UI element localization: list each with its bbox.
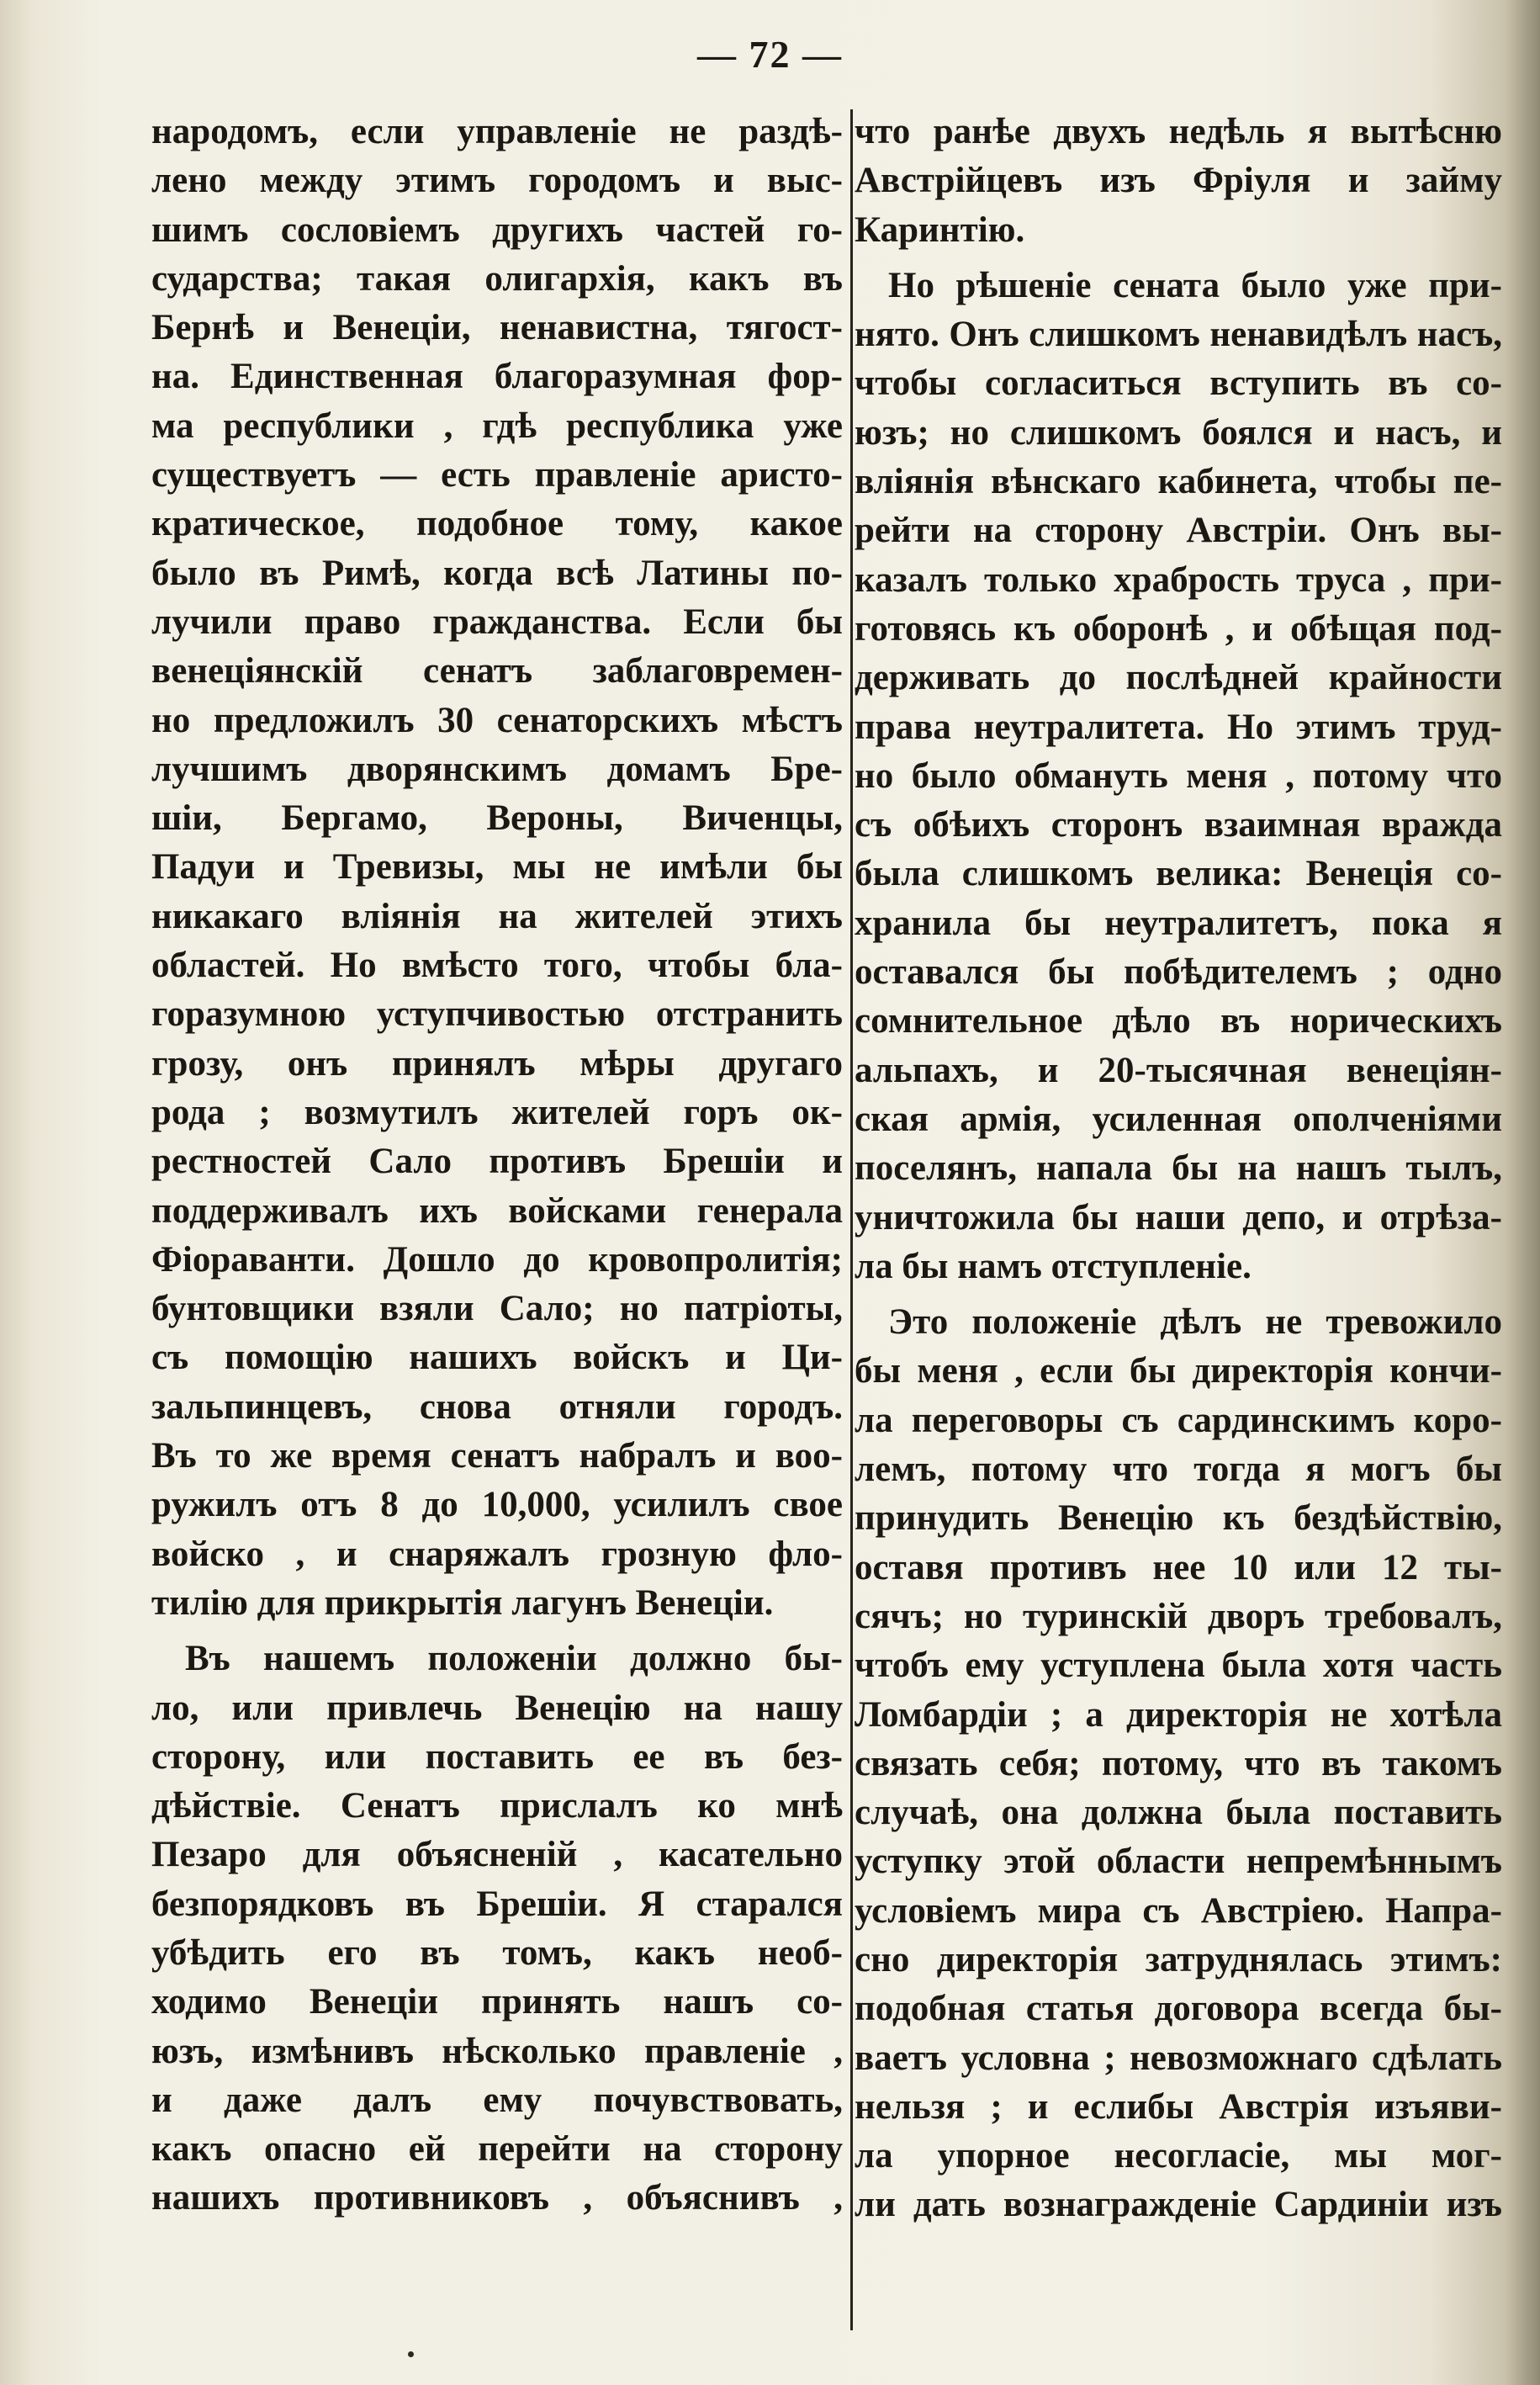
left-column bbox=[151, 108, 843, 2223]
text-line: бунтовщики взяли Сало; но патріоты, bbox=[151, 1289, 843, 1329]
text-line: грозу, онъ принялъ мѣры другаго bbox=[151, 1043, 843, 1084]
text-line: ла переговоры съ сардинскимъ коро- bbox=[855, 1400, 1502, 1440]
text-line: Пезаро для объясненій , касательно bbox=[151, 1835, 843, 1875]
paragraph bbox=[855, 108, 1502, 255]
text-line: ло, или привлечь Венецію на нашу bbox=[151, 1688, 843, 1728]
paragraph-gap bbox=[855, 1291, 1502, 1298]
column-divider bbox=[850, 109, 853, 2330]
text-line: связать себя; потому, что въ такомъ bbox=[855, 1743, 1502, 1783]
text-line: было въ Римѣ, когда всѣ Латины по- bbox=[151, 553, 843, 593]
text-line: кратическое, подобное тому, какое bbox=[151, 504, 843, 544]
page-number: — 72 — bbox=[697, 33, 843, 76]
text-line: права неутралитета. Но этимъ труд- bbox=[855, 707, 1502, 747]
text-line: но предложилъ 30 сенаторскихъ мѣстъ bbox=[151, 700, 843, 740]
text-line: зальпинцевъ, снова отняли городъ. bbox=[151, 1386, 843, 1427]
text-line: тилію для прикрытія лагунъ Венеціи. bbox=[151, 1582, 774, 1623]
text-line: сячъ; но туринскій дворъ требовалъ, bbox=[855, 1596, 1502, 1636]
text-line: ружилъ отъ 8 до 10,000, усилилъ свое bbox=[151, 1485, 843, 1525]
text-line: ма республики , гдѣ республика уже bbox=[151, 405, 843, 446]
text-line: ваетъ условна ; невозможнаго сдѣлать bbox=[855, 2038, 1502, 2078]
text-line: съ помощію нашихъ войскъ и Ци- bbox=[151, 1338, 843, 1378]
text-line: Ломбардіи ; а директорія не хотѣла bbox=[855, 1694, 1502, 1735]
text-line: подобная статья договора всегда бы- bbox=[855, 1989, 1502, 2029]
text-line: убѣдить его въ томъ, какъ необ- bbox=[151, 1932, 843, 1973]
text-line: юзъ; но слишкомъ боялся и насъ, и bbox=[855, 412, 1502, 453]
text-line: ходимо Венеціи принять нашъ со- bbox=[151, 1982, 843, 2022]
text-line: случаѣ, она должна была поставить bbox=[855, 1793, 1502, 1833]
text-line: Бернѣ и Венеціи, ненавистна, тягост- bbox=[151, 308, 843, 348]
text-line: лучшимъ дворянскимъ домамъ Бре- bbox=[151, 749, 843, 789]
text-line: поселянъ, напала бы на нашъ тылъ, bbox=[855, 1148, 1502, 1189]
text-line: бы меня , если бы директорія кончи- bbox=[855, 1351, 1502, 1391]
text-line: Каринтію. bbox=[855, 209, 1025, 250]
text-line: оставался бы побѣдителемъ ; одно bbox=[855, 952, 1502, 993]
text-line: ли дать вознагражденіе Сардиніи изъ bbox=[855, 2185, 1502, 2225]
text-line: на. Единственная благоразумная фор- bbox=[151, 357, 843, 397]
text-line: уничтожила бы наши депо, и отрѣза- bbox=[855, 1197, 1502, 1238]
text-line: сударства; такая олигархія, какъ въ bbox=[151, 258, 843, 299]
text-line: нельзя ; и еслибы Австрія изъяви- bbox=[855, 2086, 1502, 2127]
text-line: была слишкомъ велика: Венеція со- bbox=[855, 854, 1502, 894]
text-line: никакаго вліянія на жителей этихъ bbox=[151, 896, 843, 936]
text-line: чтобы согласиться вступить въ со- bbox=[855, 363, 1502, 404]
text-line: и даже далъ ему почувствовать, bbox=[151, 2080, 843, 2120]
paragraph bbox=[151, 1635, 843, 2223]
text-line: готовясь къ оборонѣ , и обѣщая под- bbox=[855, 608, 1502, 649]
text-line: оставя противъ нее 10 или 12 ты- bbox=[855, 1547, 1502, 1587]
text-line: уступку этой области непремѣннымъ bbox=[855, 1842, 1502, 1882]
text-line: но было обмануть меня , потому что bbox=[855, 755, 1502, 796]
paragraph bbox=[855, 262, 1502, 1291]
text-line: Австрійцевъ изъ Фріуля и займу bbox=[855, 161, 1502, 201]
paragraph-gap bbox=[151, 1628, 843, 1635]
text-line: существуетъ — есть правленіе аристо- bbox=[151, 455, 843, 496]
text-line: ла упорное несогласіе, мы мог- bbox=[855, 2136, 1502, 2176]
text-line: шимъ сословіемъ другихъ частей го- bbox=[151, 209, 843, 250]
text-line: что ранѣе двухъ недѣль я вытѣсню bbox=[855, 112, 1502, 151]
text-line: условіемъ мира съ Австріею. Напра- bbox=[855, 1890, 1502, 1931]
text-line: Это положеніе дѣлъ не тревожило bbox=[888, 1302, 1502, 1343]
text-line: съ обѣихъ сторонъ взаимная вражда bbox=[855, 805, 1502, 845]
text-line: вліянія вѣнскаго кабинета, чтобы пе- bbox=[855, 462, 1502, 502]
text-line: Но рѣшеніе сената было уже при- bbox=[888, 265, 1502, 305]
text-line: областей. Но вмѣсто того, чтобы бла- bbox=[151, 946, 843, 986]
text-line: лемъ, потому что тогда я могъ бы bbox=[855, 1450, 1502, 1490]
text-line: принудить Венецію къ бездѣйствію, bbox=[855, 1498, 1502, 1539]
paragraph bbox=[855, 1298, 1502, 2230]
text-line: Падуи и Тревизы, мы не имѣли бы bbox=[151, 847, 843, 888]
text-line: держивать до послѣдней крайности bbox=[855, 658, 1502, 698]
text-line: чтобъ ему уступлена была хотя часть bbox=[855, 1646, 1502, 1686]
text-line: венеціянскій сенатъ заблаговремен- bbox=[151, 651, 843, 692]
text-line: рода ; возмутилъ жителей горъ ок- bbox=[151, 1092, 843, 1132]
text-line: безпорядковъ въ Брешіи. Я старался bbox=[151, 1884, 843, 1924]
text-line: какъ опасно ей перейти на сторону bbox=[151, 2129, 843, 2170]
text-line: юзъ, измѣнивъ нѣсколько правленіе , bbox=[151, 2031, 843, 2071]
right-column bbox=[855, 108, 1502, 2230]
text-line: ла бы намъ отступленіе. bbox=[855, 1246, 1252, 1286]
text-line: сомнительное дѣло въ норическихъ bbox=[855, 1001, 1502, 1041]
text-line: Въ нашемъ положеніи должно бы- bbox=[185, 1639, 843, 1679]
paragraph bbox=[151, 108, 843, 1628]
text-line: сторону, или поставить ее въ без- bbox=[151, 1736, 843, 1777]
text-line: хранила бы неутралитетъ, пока я bbox=[855, 903, 1502, 943]
text-line: нято. Онъ слишкомъ ненавидѣлъ насъ, bbox=[855, 315, 1502, 355]
text-line: шіи, Бергамо, Вероны, Виченцы, bbox=[151, 798, 843, 839]
text-line: Фіораванти. Дошло до кровопролитія; bbox=[151, 1239, 843, 1280]
text-line: горазумною уступчивостью отстранить bbox=[151, 994, 843, 1035]
text-line: сно директорія затруднялась этимъ: bbox=[855, 1939, 1502, 1980]
text-line: казалъ только храбрость труса , при- bbox=[855, 559, 1502, 600]
ink-speck bbox=[408, 2351, 414, 2357]
text-line: дѣйствіе. Сенатъ прислалъ ко мнѣ bbox=[151, 1786, 843, 1826]
text-line: лучили право гражданства. Если бы bbox=[151, 602, 843, 642]
text-line: поддерживалъ ихъ войсками генерала bbox=[151, 1190, 843, 1231]
text-line: нашихъ противниковъ , объяснивъ , bbox=[151, 2178, 843, 2218]
text-line: ская армія, усиленная ополченіями bbox=[855, 1099, 1502, 1139]
text-line: лено между этимъ городомъ и выс- bbox=[151, 161, 843, 201]
text-line: войско , и снаряжалъ грозную фло- bbox=[151, 1534, 843, 1574]
text-line: народомъ, если управленіе не раздѣ- bbox=[151, 112, 843, 151]
text-line: рейти на сторону Австріи. Онъ вы- bbox=[855, 511, 1502, 551]
text-line: Въ то же время сенатъ набралъ и воо- bbox=[151, 1436, 843, 1476]
text-line: альпахъ, и 20-тысячная венеціян- bbox=[855, 1050, 1502, 1090]
paragraph-gap bbox=[855, 255, 1502, 262]
text-line: рестностей Сало противъ Брешіи и bbox=[151, 1142, 843, 1182]
